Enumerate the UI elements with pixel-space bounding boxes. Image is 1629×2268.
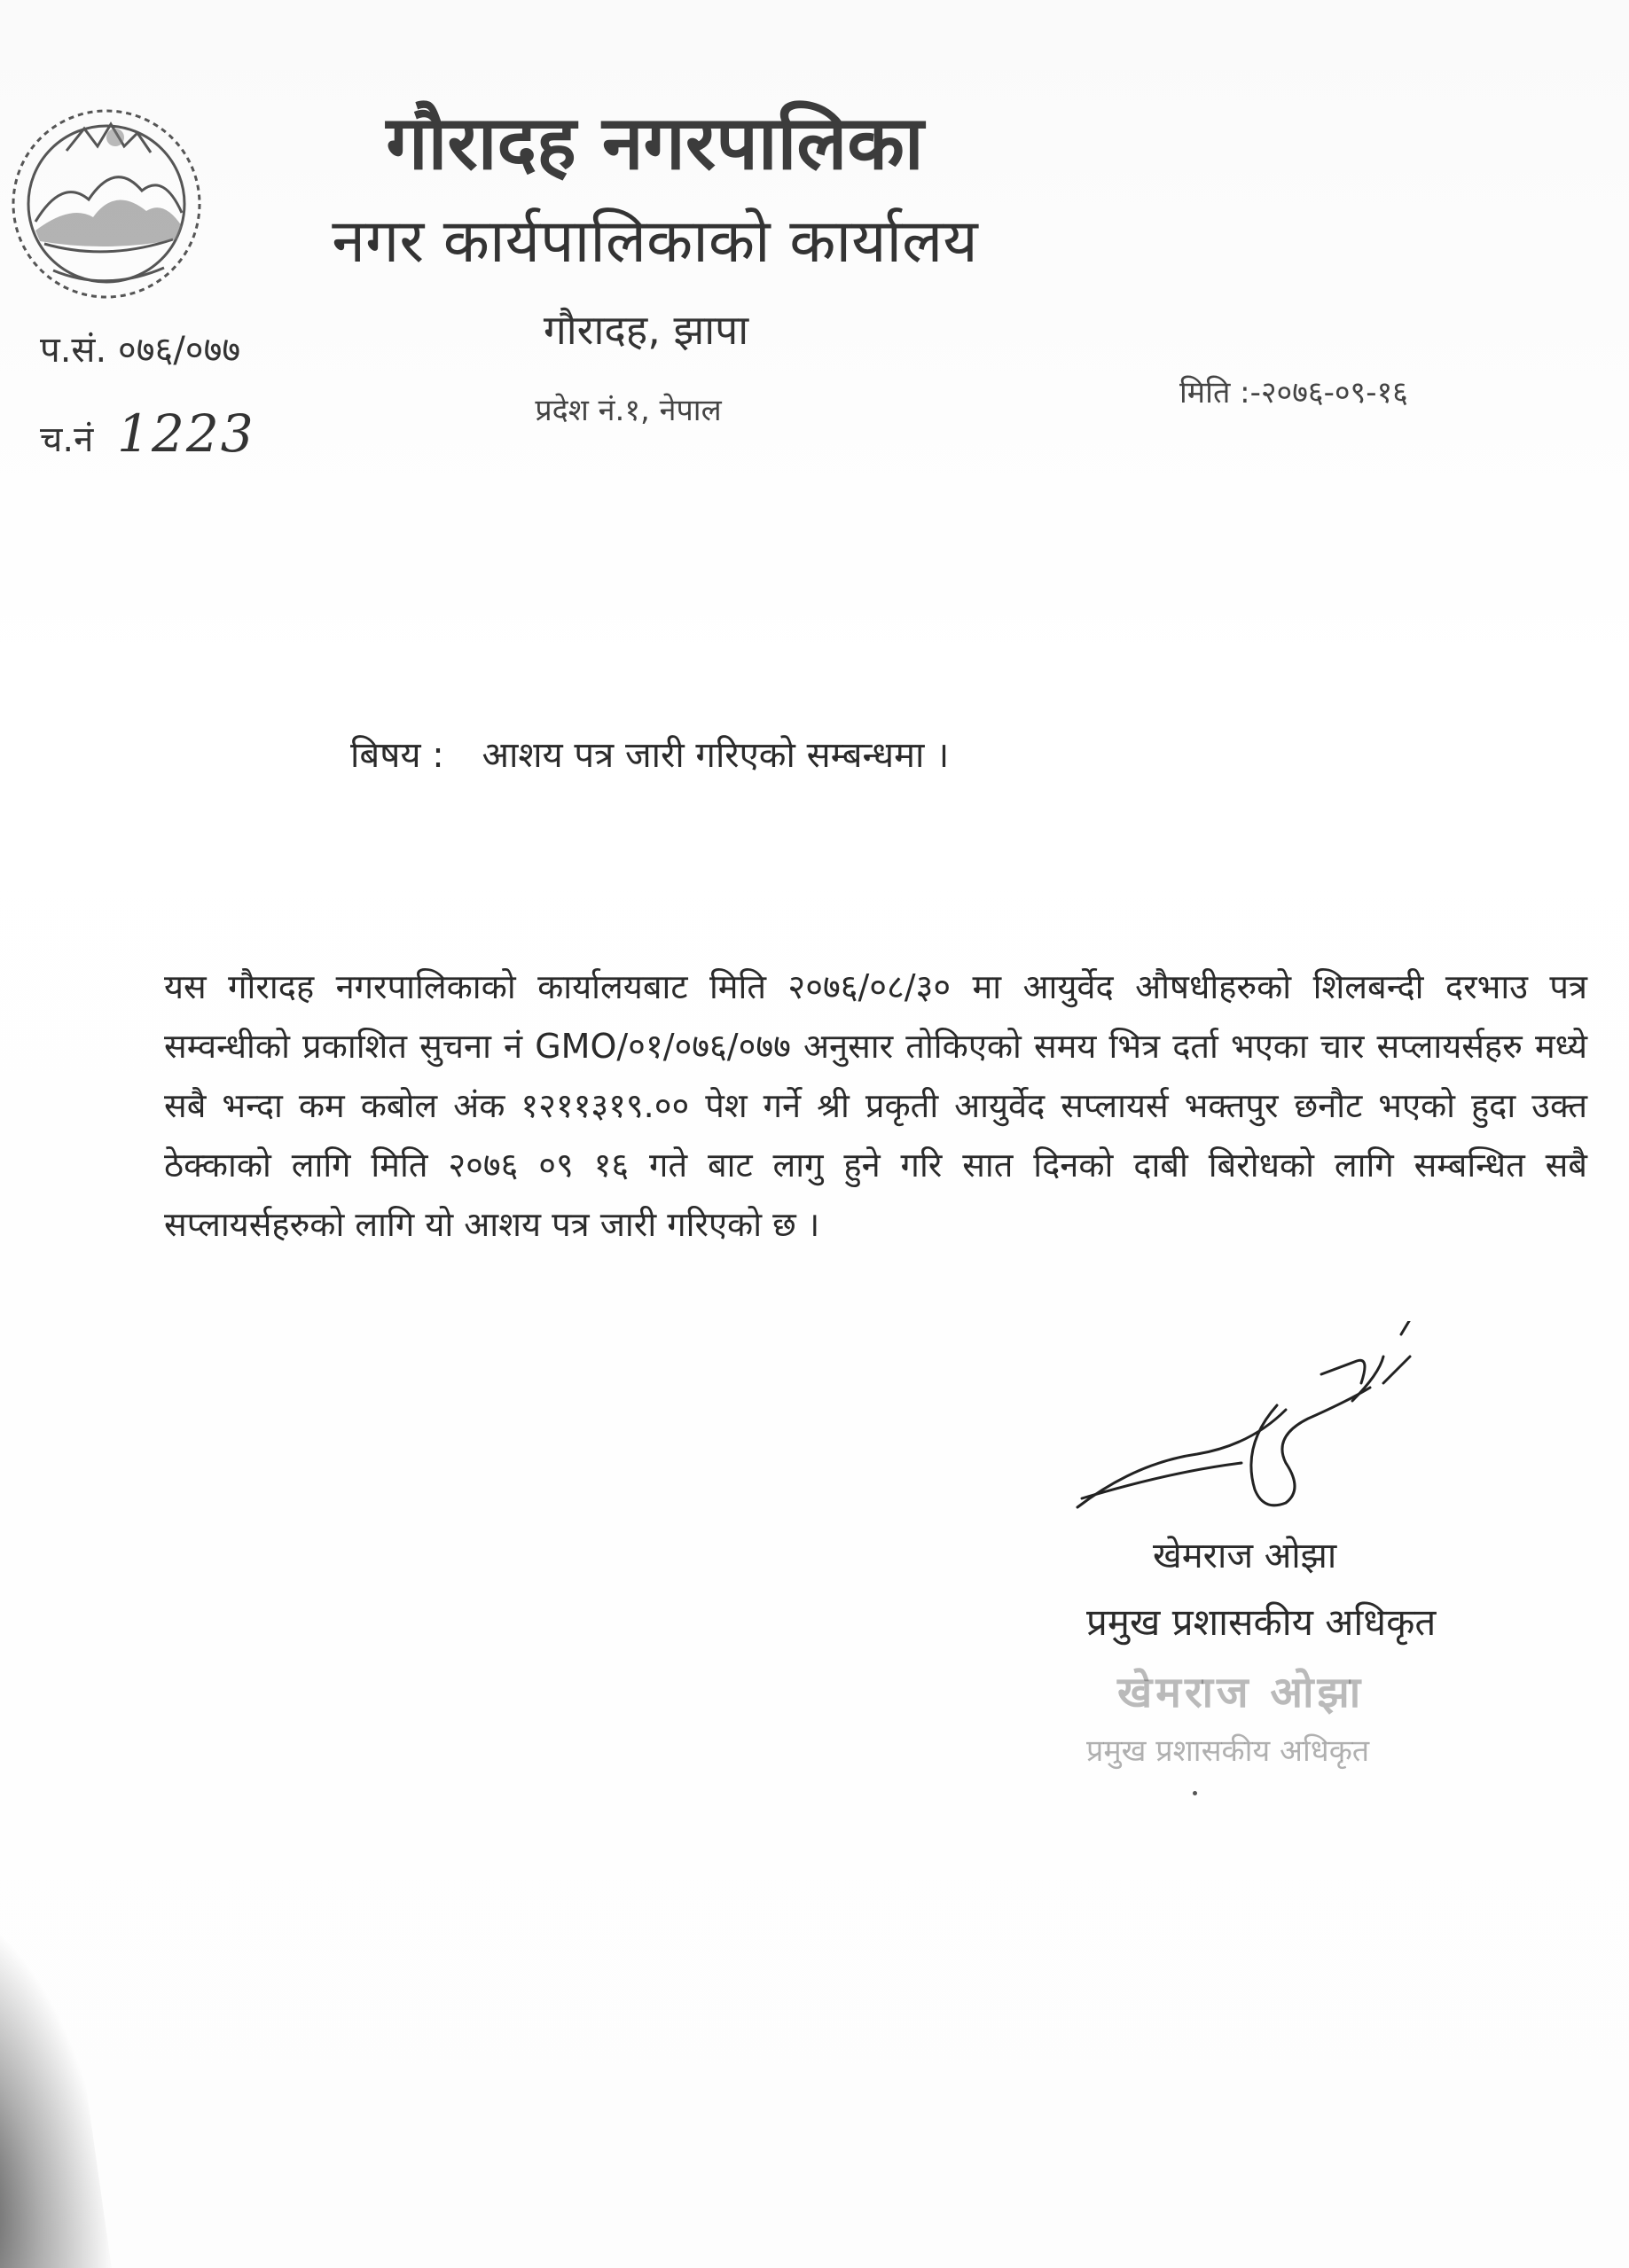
cn-value: 1223 <box>117 403 255 464</box>
scan-shadow <box>0 1898 116 2268</box>
municipality-title: गौरादह नगरपालिका <box>386 99 924 186</box>
province-line: प्रदेश नं.१, नेपाल <box>535 393 722 428</box>
letter-date: मिति :-२०७६-०९-१६ <box>1179 375 1408 411</box>
ps-value: ०७६/०७७ <box>117 330 241 371</box>
ps-reference <box>40 324 240 372</box>
stamp-title: प्रमुख प्रशासकीय अधिकृत <box>1086 1733 1370 1769</box>
subject-text: आशय पत्र जारी गरिएको सम्बन्धमा । <box>482 735 950 776</box>
cn-reference <box>40 403 255 464</box>
location-line: गौरादह, झापा <box>543 306 749 354</box>
handwritten-signature <box>1064 1321 1437 1534</box>
letter-body <box>164 958 1587 1255</box>
subject-line <box>350 729 949 778</box>
office-title: नगर कार्यपालिकाको कार्यालय <box>332 207 978 277</box>
signatory-title: प्रमुख प्रशासकीय अधिकृत <box>1086 1600 1437 1644</box>
subject-label: बिषय : <box>350 735 444 776</box>
cn-label: च.नं <box>40 419 94 460</box>
ink-dot <box>1193 1791 1197 1795</box>
body-paragraph: यस गौरादह नगरपालिकाको कार्यालयबाट मिति २०७६/०८/३० मा आयुर्वेद औषधीहरुको शिलबन्दी दरभाउ पत्र सम्वन्धीको प्रकाशित सुचना नं GMO/०१/०७६/०७७ अनुसार तोकिएको समय भित्र दर्ता भएका चार सप्लायर्सहरु मध्ये सबै भन्दा कम कबोल अंक १२११३१९.०० पेश गर्ने श्री प्रकृती आयुर्वेद सप्लायर्स भक्तपुर छनौट भएको हुदा उक्त ठेक्काको लागि मिति २०७६ ०९ १६ गते बाट लागु हुने गरि सात दिनको दाबी बिरोधको लागि सम्बन्धित सबै सप्लायर्सहरुको लागि यो आशय पत्र जारी गरिएको छ । <box>164 967 1587 1244</box>
stamp-name: खेमराज ओझा <box>1117 1668 1365 1717</box>
signatory-name: खेमराज ओझा <box>1153 1536 1337 1576</box>
ps-label: प.सं. <box>40 330 107 371</box>
